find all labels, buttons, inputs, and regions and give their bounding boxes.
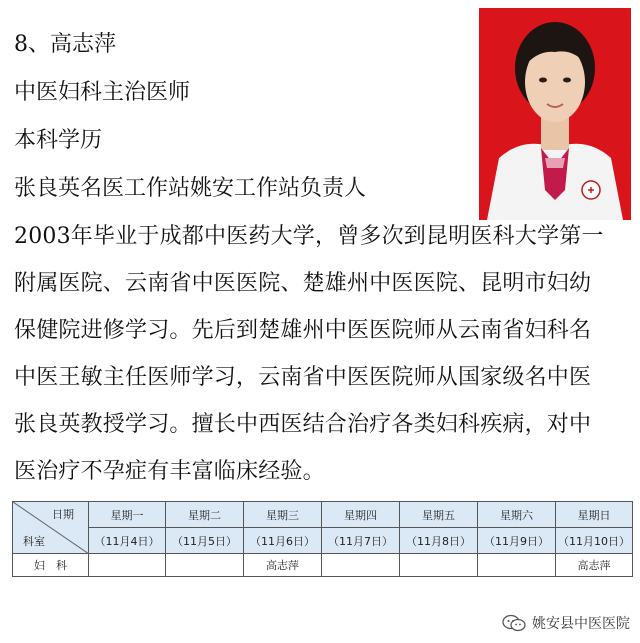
- schedule-corner-cell: [13, 502, 89, 554]
- doctor-description: [14, 222, 634, 504]
- weekday-cell: 星期六: [478, 502, 556, 528]
- description-line: 保健院进修学习。先后到楚雄州中医医院师从云南省妇科名: [14, 318, 592, 343]
- schedule-cell: [89, 554, 166, 577]
- schedule-header-row-date: [13, 528, 633, 554]
- date-cell: （11月4日）: [89, 528, 166, 554]
- wechat-watermark: [502, 613, 630, 633]
- doctor-name: 8、高志萍: [14, 32, 116, 57]
- schedule-header-row-weekday: [13, 502, 633, 528]
- weekday-cell: 星期二: [166, 502, 244, 528]
- schedule-cell: [166, 554, 244, 577]
- watermark-text: 姚安县中医医院: [532, 616, 630, 632]
- date-cell: （11月8日）: [400, 528, 478, 554]
- wechat-icon: [502, 614, 526, 632]
- description-line: 中医王敏主任医师学习，云南省中医医院师从国家级名中医: [14, 365, 592, 390]
- doctor-photo: [479, 8, 631, 220]
- schedule-cell: 高志萍: [556, 554, 633, 577]
- weekday-cell: 星期日: [556, 502, 633, 528]
- table-row: [13, 554, 633, 577]
- schedule-cell: [478, 554, 556, 577]
- schedule-cell: [322, 554, 400, 577]
- corner-dept-label: 科室: [23, 535, 45, 548]
- schedule-cell: [400, 554, 478, 577]
- dept-cell: 妇 科: [13, 554, 89, 577]
- bio-block: [14, 30, 474, 222]
- description-line: 附属医院、云南省中医医院、楚雄州中医医院、昆明市妇幼: [14, 271, 592, 296]
- weekday-cell: 星期三: [244, 502, 322, 528]
- description-line: 医治疗不孕症有丰富临床经验。: [14, 459, 325, 484]
- date-cell: （11月7日）: [322, 528, 400, 554]
- weekday-cell: 星期五: [400, 502, 478, 528]
- date-cell: （11月6日）: [244, 528, 322, 554]
- description-line: 张良英教授学习。擅长中西医结合治疗各类妇科疾病，对中: [14, 412, 592, 437]
- weekday-cell: 星期一: [89, 502, 166, 528]
- doctor-education: 本科学历: [14, 128, 103, 153]
- doctor-title: 中医妇科主治医师: [14, 80, 191, 105]
- date-cell: （11月5日）: [166, 528, 244, 554]
- schedule-cell: 高志萍: [244, 554, 322, 577]
- schedule-table: [12, 501, 633, 577]
- weekday-cell: 星期四: [322, 502, 400, 528]
- date-cell: （11月9日）: [478, 528, 556, 554]
- doctor-role: 张良英名医工作站姚安工作站负责人: [14, 176, 367, 201]
- corner-date-label: 日期: [52, 508, 74, 521]
- description-line: 2003年毕业于成都中医药大学，曾多次到昆明医科大学第一: [14, 224, 604, 249]
- date-cell: （11月10日）: [556, 528, 633, 554]
